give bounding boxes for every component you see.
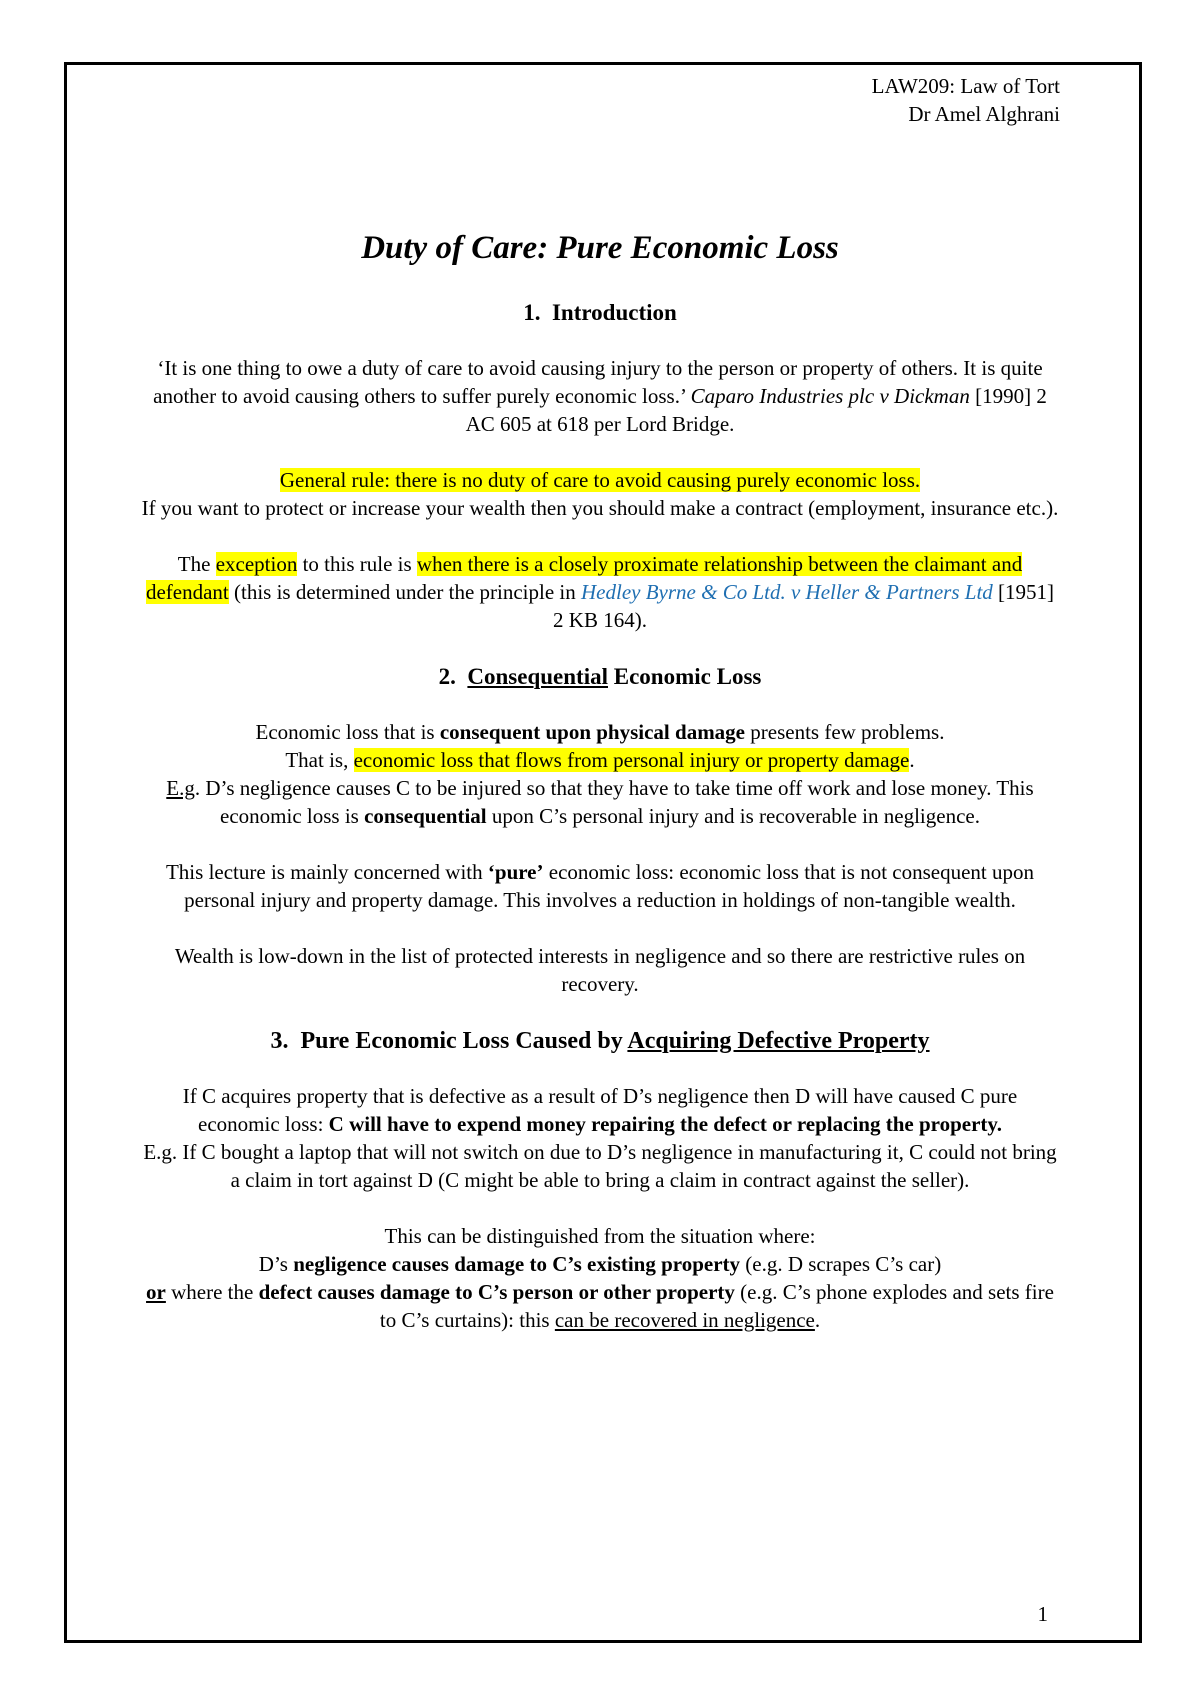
distinguish-bold-2: defect causes damage to C’s person or other property — [258, 1280, 735, 1304]
defective-property-paragraph — [140, 1082, 1060, 1194]
exception-text-the: The — [177, 552, 211, 576]
defective-bold: C will have to expend money repairing the defect or replacing the property. — [328, 1112, 1002, 1136]
pure-loss-text-a: This lecture is mainly concerned with — [165, 860, 483, 884]
defective-text-b: E.g. If C bought a laptop that will not switch on due to D’s negligence in manufacturing it, C could not bring a claim in tort against D (C might be able to bring a claim in contract against the seller). — [143, 1140, 1057, 1192]
consequential-highlight: economic loss that flows from personal injury or property damage — [353, 748, 910, 772]
distinguish-eg-1: (e.g. D scrapes C’s car) — [745, 1252, 942, 1276]
course-code: LAW209: Law of Tort — [871, 74, 1060, 98]
general-rule-paragraph — [140, 466, 1060, 522]
distinguish-paragraph — [140, 1222, 1060, 1334]
exception-citation: [1951] 2 KB 164). — [553, 580, 1055, 632]
distinguish-eg-2: (e.g. C’s phone explodes and sets fire to C’s curtains): this — [379, 1280, 1054, 1332]
intro-quote: ‘It is one thing to owe a duty of care to avoid causing injury to the person or property of others. It is quite another to avoid causing others to suffer purely economic loss.’ — [153, 356, 1043, 408]
section-3-title-a: Pure Economic Loss Caused by — [300, 1028, 623, 1054]
exception-paragraph — [140, 550, 1060, 634]
section-3-title-underlined: Acquiring Defective Property — [627, 1028, 930, 1054]
exception-paren: (this is determined under the principle in — [234, 580, 576, 604]
distinguish-end: . — [814, 1308, 821, 1332]
consequential-paragraph — [140, 718, 1060, 830]
section-2-title-underlined: Consequential — [467, 664, 608, 689]
pure-loss-bold: ‘pure’ — [487, 860, 544, 884]
section-3-heading — [140, 1026, 1060, 1056]
section-1-number: 1. — [523, 300, 541, 325]
consequential-text-d: upon C’s personal injury and is recoverable in negligence. — [491, 804, 980, 828]
distinguish-intro: This can be distinguished from the situation where: — [384, 1224, 816, 1248]
section-2-number: 2. — [438, 664, 456, 689]
exception-word-highlight: exception — [215, 552, 298, 576]
consequential-bold-2: consequential — [364, 804, 487, 828]
document-header — [872, 72, 1060, 128]
consequential-that-is: That is, — [285, 748, 349, 772]
exception-highlight: when there is a closely proximate relationship between the claimant and defendant — [145, 552, 1023, 604]
page-number: 1 — [1037, 1602, 1048, 1626]
distinguish-d: D’s — [258, 1252, 288, 1276]
section-2-heading — [140, 662, 1060, 692]
section-1-heading — [140, 298, 1060, 328]
section-1-title: Introduction — [551, 300, 677, 325]
author-name: Dr Amel Alghrani — [908, 102, 1060, 126]
general-rule-highlight: General rule: there is no duty of care to avoid causing purely economic loss. — [279, 468, 921, 492]
consequential-text-b: presents few problems. — [750, 720, 945, 744]
section-3-number: 3. — [270, 1028, 289, 1054]
distinguish-bold-1: negligence causes damage to C’s existing property — [293, 1252, 741, 1276]
consequential-bold: consequent upon physical damage — [439, 720, 746, 744]
defective-text-a: If C acquires property that is defective as a result of D’s negligence then D will have caused C pure economic loss: — [182, 1084, 1018, 1136]
intro-quote-citation: [1990] 2 AC 605 at 618 per Lord Bridge. — [465, 384, 1047, 436]
intro-quote-case: Caparo Industries plc v Dickman — [690, 384, 970, 408]
general-rule-follow: If you want to protect or increase your wealth then you should make a contract (employment, insurance etc.). — [141, 496, 1059, 520]
document-body — [140, 226, 1060, 1334]
document-title: Duty of Care: Pure Economic Loss — [361, 230, 839, 266]
intro-quote-paragraph — [140, 354, 1060, 438]
wealth-paragraph: Wealth is low-down in the list of protected interests in negligence and so there are restrictive rules on recovery. — [174, 944, 1026, 996]
pure-loss-text-b: economic loss: economic loss that is not consequent upon personal injury and property damage. This involves a reduction in holdings of non-tangible wealth. — [184, 860, 1035, 912]
consequential-period: . — [909, 748, 915, 772]
consequential-text-a: Economic loss that is — [255, 720, 435, 744]
hedley-byrne-case-link[interactable]: Hedley Byrne & Co Ltd. v Heller & Partners Ltd — [581, 580, 993, 604]
consequential-eg: E.g — [166, 776, 195, 800]
consequential-text-c: . D’s negligence causes C to be injured so that they have to take time off work and lose money. This economic loss is — [194, 776, 1034, 828]
distinguish-underlined: can be recovered in negligence — [554, 1308, 815, 1332]
distinguish-or: or — [146, 1280, 166, 1304]
section-2-title-rest: Economic Loss — [613, 664, 762, 689]
exception-text-to: to this rule is — [302, 552, 412, 576]
distinguish-where: where the — [171, 1280, 254, 1304]
pure-loss-paragraph — [140, 858, 1060, 914]
